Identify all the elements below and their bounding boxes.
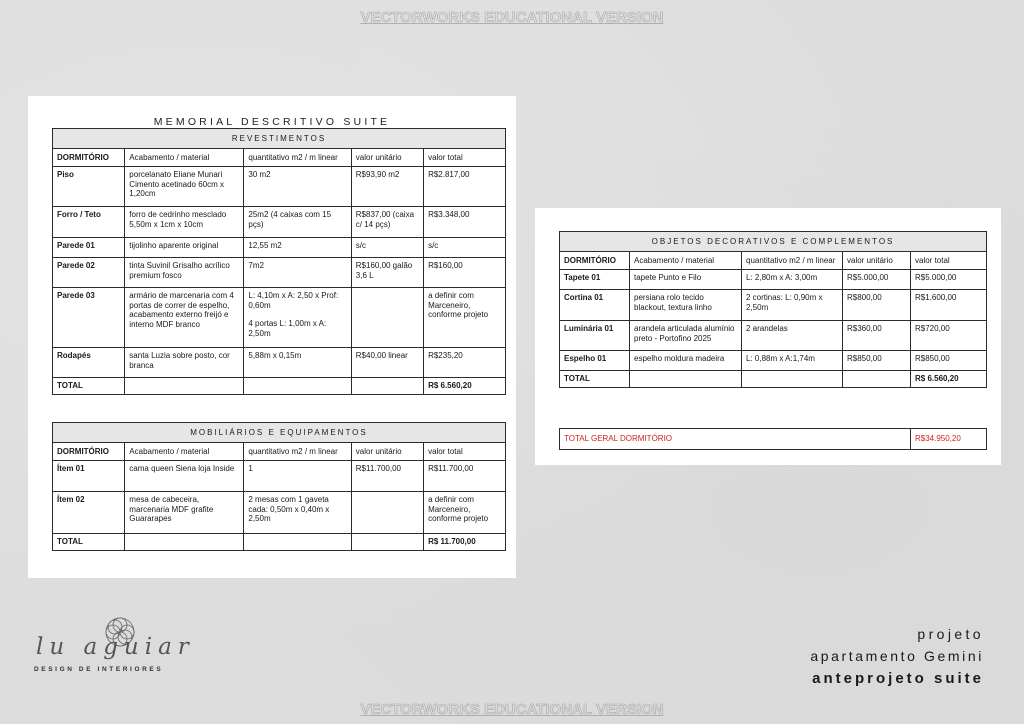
row-total: R$3.348,00 — [424, 207, 506, 238]
row-name: Cortina 01 — [560, 290, 630, 321]
revestimentos-table — [52, 128, 506, 395]
row-unit: R$160,00 galão 3,6 L — [351, 258, 423, 288]
mobiliarios-table — [52, 422, 506, 551]
project-label: projeto — [917, 626, 984, 642]
total-value: R$ 6.560,20 — [911, 371, 987, 388]
row-material: tijolinho aparente original — [125, 238, 244, 258]
row-material: forro de cedrinho mesclado 5,50m x 1cm x 10cm — [125, 207, 244, 238]
watermark-bottom: VECTORWORKS EDUCATIONAL VERSION — [360, 701, 664, 718]
row-quant: 2 arandelas — [742, 321, 843, 351]
row-unit — [351, 492, 423, 534]
table-row — [53, 167, 506, 207]
row-name: Parede 01 — [53, 238, 125, 258]
row-name: Forro / Teto — [53, 207, 125, 238]
row-quant: 7m2 — [244, 258, 351, 288]
col-header: valor unitário — [843, 252, 911, 270]
row-unit: R$800,00 — [843, 290, 911, 321]
row-quant: 12,55 m2 — [244, 238, 351, 258]
table-row — [53, 258, 506, 288]
row-quant — [244, 288, 351, 348]
row-unit: R$850,00 — [843, 351, 911, 371]
row-material: porcelanato Eliane Munari Cimento acetinado 60cm x 1,20cm — [125, 167, 244, 207]
row-total: R$720,00 — [911, 321, 987, 351]
total-value: R$ 11.700,00 — [424, 534, 506, 551]
row-unit — [351, 288, 423, 348]
row-total: a definir com Marceneiro, conforme projeto — [424, 492, 506, 534]
watermark-top: VECTORWORKS EDUCATIONAL VERSION — [360, 9, 664, 26]
row-total: R$11.700,00 — [424, 461, 506, 492]
row-total: R$850,00 — [911, 351, 987, 371]
total-geral-label: TOTAL GERAL DORMITÓRIO — [560, 429, 911, 450]
row-quant: 2 cortinas: L: 0,90m x 2,50m — [742, 290, 843, 321]
row-quant: 30 m2 — [244, 167, 351, 207]
row-unit: s/c — [351, 238, 423, 258]
col-header: Acabamento / material — [125, 443, 244, 461]
section-title-objetos: OBJETOS DECORATIVOS E COMPLEMENTOS — [560, 232, 987, 252]
table-row — [53, 492, 506, 534]
col-header: valor unitário — [351, 149, 423, 167]
total-label: TOTAL — [53, 378, 125, 395]
row-total: s/c — [424, 238, 506, 258]
brand-logo — [32, 614, 207, 680]
col-header: valor total — [424, 443, 506, 461]
table-row — [560, 270, 987, 290]
objetos-table — [559, 231, 987, 388]
row-material: tinta Suvinil Grisalho acrílico premium fosco — [125, 258, 244, 288]
col-header: quantitativo m2 / m linear — [244, 443, 351, 461]
memorial-panel — [28, 96, 516, 578]
row-quant-line: L: 4,10m x A: 2,50 x Prof: 0,60m — [248, 291, 339, 310]
row-quant: 1 — [244, 461, 351, 492]
row-quant: 5,88m x 0,15m — [244, 348, 351, 378]
col-header: quantitativo m2 / m linear — [244, 149, 351, 167]
section-title-revestimentos: REVESTIMENTOS — [53, 129, 506, 149]
table-header-row — [53, 443, 506, 461]
total-geral-table — [559, 428, 987, 450]
row-unit: R$5.000,00 — [843, 270, 911, 290]
total-value: R$ 6.560,20 — [424, 378, 506, 395]
col-header: DORMITÓRIO — [560, 252, 630, 270]
row-total: R$5.000,00 — [911, 270, 987, 290]
col-header: Acabamento / material — [125, 149, 244, 167]
col-header: DORMITÓRIO — [53, 149, 125, 167]
row-material: espelho moldura madeira — [630, 351, 742, 371]
section-title-mobiliarios: MOBILIÁRIOS E EQUIPAMENTOS — [53, 423, 506, 443]
total-row — [53, 534, 506, 551]
total-geral-value: R$34.950,20 — [911, 429, 987, 450]
doc-title: MEMORIAL DESCRITIVO SUITE — [153, 116, 391, 128]
row-unit: R$40,00 linear — [351, 348, 423, 378]
row-quant: L: 0,88m x A:1,74m — [742, 351, 843, 371]
row-name: Parede 02 — [53, 258, 125, 288]
table-row — [560, 290, 987, 321]
row-material: santa Luzia sobre posto, cor branca — [125, 348, 244, 378]
row-material: arandela articulada alumínio preto - Portofino 2025 — [630, 321, 742, 351]
row-material: tapete Punto e Filo — [630, 270, 742, 290]
table-row — [53, 288, 506, 348]
row-name: Ítem 01 — [53, 461, 125, 492]
row-material: persiana rolo tecido blackout, textura linho — [630, 290, 742, 321]
row-unit: R$11.700,00 — [351, 461, 423, 492]
row-quant-line: 4 portas L: 1,00m x A: 2,50m — [248, 319, 327, 338]
table-row — [560, 321, 987, 351]
row-material: cama queen Siena loja Inside — [125, 461, 244, 492]
objetos-panel — [535, 208, 1001, 465]
project-phase: anteprojeto suite — [812, 670, 984, 687]
total-label: TOTAL — [560, 371, 630, 388]
row-unit: R$93,90 m2 — [351, 167, 423, 207]
col-header: valor unitário — [351, 443, 423, 461]
table-row — [53, 348, 506, 378]
row-name: Parede 03 — [53, 288, 125, 348]
col-header: valor total — [424, 149, 506, 167]
row-material: mesa de cabeceira, marcenaria MDF grafite Guararapes — [125, 492, 244, 534]
col-header: valor total — [911, 252, 987, 270]
row-total: a definir com Marceneiro, conforme projeto — [424, 288, 506, 348]
row-total: R$235,20 — [424, 348, 506, 378]
table-row — [53, 461, 506, 492]
table-header-row — [53, 149, 506, 167]
row-name: Luminária 01 — [560, 321, 630, 351]
total-label: TOTAL — [53, 534, 125, 551]
row-quant: 2 mesas com 1 gaveta cada: 0,50m x 0,40m x 2,50m — [244, 492, 351, 534]
total-row — [560, 371, 987, 388]
logo-script-text: lu aguiar — [36, 634, 195, 660]
row-total: R$1.600,00 — [911, 290, 987, 321]
row-unit: R$360,00 — [843, 321, 911, 351]
table-row — [53, 207, 506, 238]
project-name: apartamento Gemini — [810, 648, 984, 664]
row-name: Ítem 02 — [53, 492, 125, 534]
row-total: R$2.817,00 — [424, 167, 506, 207]
row-name: Rodapés — [53, 348, 125, 378]
row-name: Piso — [53, 167, 125, 207]
row-quant: 25m2 (4 caixas com 15 pçs) — [244, 207, 351, 238]
table-header-row — [560, 252, 987, 270]
table-row — [560, 351, 987, 371]
logo-subtitle: DESIGN DE INTERIORES — [34, 666, 164, 673]
table-row — [53, 238, 506, 258]
row-name: Espelho 01 — [560, 351, 630, 371]
col-header: Acabamento / material — [630, 252, 742, 270]
col-header: DORMITÓRIO — [53, 443, 125, 461]
row-unit: R$837,00 (caixa c/ 14 pçs) — [351, 207, 423, 238]
total-row — [53, 378, 506, 395]
row-name: Tapete 01 — [560, 270, 630, 290]
row-material: armário de marcenaria com 4 portas de correr de espelho, acabamento externo freijó e interno MDF branco — [125, 288, 244, 348]
col-header: quantitativo m2 / m linear — [742, 252, 843, 270]
row-total: R$160,00 — [424, 258, 506, 288]
row-quant: L: 2,80m x A: 3,00m — [742, 270, 843, 290]
